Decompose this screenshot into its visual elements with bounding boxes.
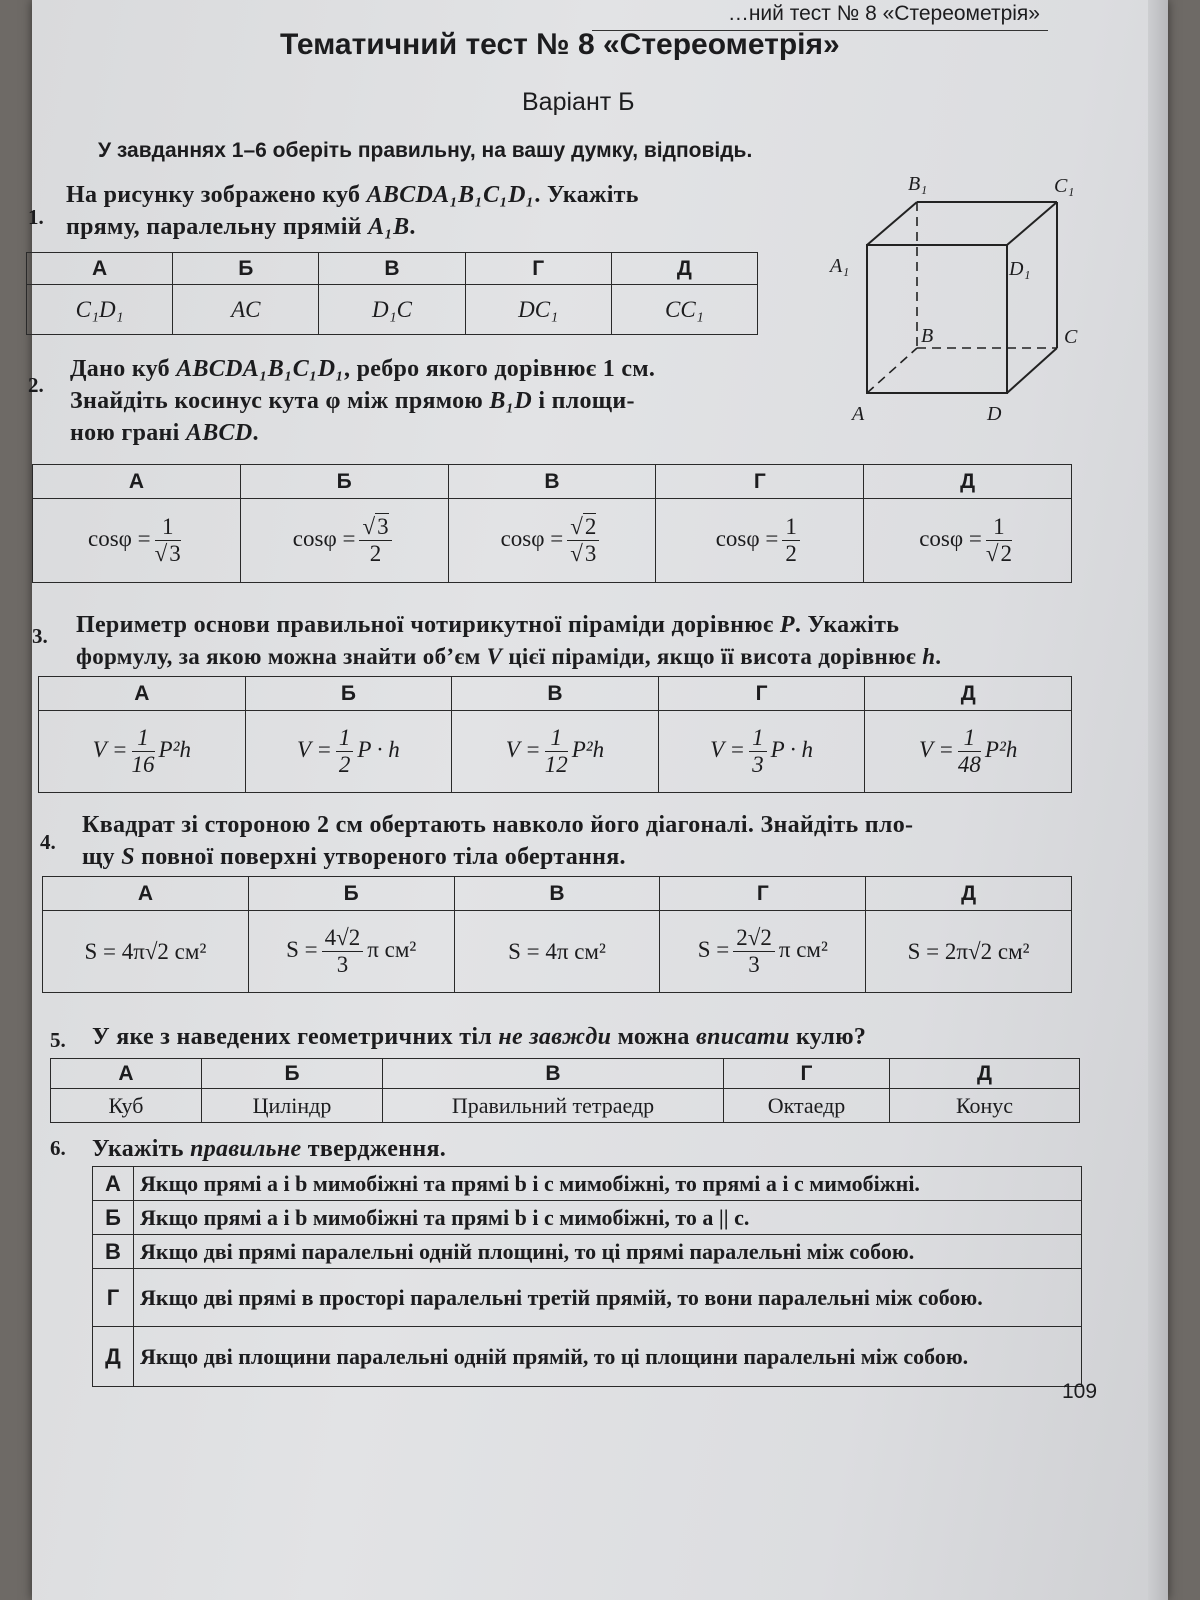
cube-hidden-ab <box>867 348 917 393</box>
label-c: C <box>1064 326 1078 348</box>
q1-answer-table <box>26 252 758 335</box>
q1-option: D₁C <box>319 285 465 335</box>
q3-letter: Б <box>245 677 452 711</box>
q6-letter: А <box>93 1167 134 1201</box>
q6-answer-table <box>92 1166 1082 1387</box>
q2-letter: Д <box>864 465 1072 499</box>
cube-edge-d1c1 <box>1007 202 1057 245</box>
textbook-page <box>28 0 1168 1600</box>
q5-option: Конус <box>890 1089 1080 1123</box>
q4-line2: щу S повної поверхні утвореного тіла обертання. <box>82 844 626 870</box>
q2-line1: Дано куб ABCDA₁B₁C₁D₁, ребро якого дорівнює 1 см. <box>70 356 656 382</box>
variant-label: Варіант Б <box>522 88 635 116</box>
q5-line: У яке з наведених геометричних тіл не завжди можна вписати кулю? <box>92 1024 867 1050</box>
q3-answer-table <box>38 676 1072 793</box>
label-a1: A₁ <box>830 255 850 277</box>
q4-option: S = 4π см² <box>454 911 660 993</box>
q1-letter: Г <box>465 253 611 285</box>
q4-letter: А <box>43 877 249 911</box>
q5-letter: Б <box>202 1059 383 1089</box>
cube-front-face <box>867 245 1007 393</box>
q4-line1: Квадрат зі стороною 2 см обертають навколо його діагоналі. Знайдіть пло- <box>82 812 914 838</box>
q3-line2: формулу, за якою можна знайти об’єм V цієї піраміди, якщо її висота дорівнює h. <box>76 644 942 669</box>
q3-line1: Периметр основи правильної чотирикутної піраміди дорівнює P. Укажіть <box>76 612 900 638</box>
q6-option: Якщо дві прямі в просторі паралельні третій прямій, то вони паралельні між собою. <box>134 1269 1082 1327</box>
q4-option: S = 4π√2 см² <box>43 911 249 993</box>
instruction: У завданнях 1–6 оберіть правильну, на вашу думку, відповідь. <box>98 139 753 162</box>
q5-answer-table <box>50 1058 1080 1123</box>
q5-letter: В <box>383 1059 724 1089</box>
label-b1: B₁ <box>908 173 928 195</box>
label-b: B <box>921 325 934 347</box>
label-d1: D₁ <box>1009 258 1031 280</box>
q6-option: Якщо прямі a і b мимобіжні та прямі b і c мимобіжні, то a || c. <box>134 1201 1082 1235</box>
q2-letter: Г <box>656 465 864 499</box>
q1-letter: Д <box>611 253 757 285</box>
q4-answer-table <box>42 876 1072 993</box>
q5-letter: Д <box>890 1059 1080 1089</box>
cube-edge-a1b1 <box>867 202 917 245</box>
label-d: D <box>987 403 1002 425</box>
q1-option: C₁D₁ <box>27 285 173 335</box>
q1-line1: На рисунку зображено куб ABCDA₁B₁C₁D₁. Укажіть <box>66 182 639 208</box>
q2-option: cosφ = $\frac{√2}{√3}$ <box>448 499 656 583</box>
q1-letter: А <box>27 253 173 285</box>
q5-option: Октаедр <box>724 1089 890 1123</box>
q1-option: DC₁ <box>465 285 611 335</box>
q4-option: S = 2π√2 см² <box>866 911 1072 993</box>
q6-option: Якщо прямі a і b мимобіжні та прямі b і c мимобіжні, то прямі a і c мимобіжні. <box>134 1167 1082 1201</box>
q3-option: V = $\frac{1}{16}$ P²h <box>39 711 246 793</box>
label-c1: C₁ <box>1054 175 1075 197</box>
page-number: 109 <box>1062 1380 1098 1403</box>
q6-option: Якщо дві прямі паралельні одній площині, то ці прямі паралельні між собою. <box>134 1235 1082 1269</box>
label-a: A <box>852 403 865 425</box>
q2-option: cosφ = $\frac{1}{√3}$ <box>33 499 241 583</box>
q6-number: 6. <box>50 1136 66 1160</box>
q2-line3: ною грані ABCD. <box>70 420 259 446</box>
q6-letter: В <box>93 1235 134 1269</box>
q1-option: CC₁ <box>611 285 757 335</box>
q3-option: V = $\frac{1}{48}$ P²h <box>865 711 1072 793</box>
q6-option: Якщо дві площини паралельні одній прямій, то ці площини паралельні між собою. <box>134 1327 1082 1387</box>
q5-letter: Г <box>724 1059 890 1089</box>
q2-option: cosφ = $\frac{√3}{2}$ <box>240 499 448 583</box>
q5-option: Циліндр <box>202 1089 383 1123</box>
q6-line: Укажіть правильне твердження. <box>92 1136 447 1162</box>
q5-number: 5. <box>50 1028 66 1052</box>
q3-letter: Д <box>865 677 1072 711</box>
q3-letter: А <box>39 677 246 711</box>
q6-letter: Г <box>93 1269 134 1327</box>
q3-option: V = $\frac{1}{2}$ P · h <box>245 711 452 793</box>
q4-option: S = $\frac{2√2}{3}$ π см² <box>660 911 866 993</box>
q3-option: V = $\frac{1}{12}$ P²h <box>452 711 659 793</box>
q2-letter: В <box>448 465 656 499</box>
cube-edge-dc <box>1007 348 1057 393</box>
q4-option: S = $\frac{4√2}{3}$ π см² <box>248 911 454 993</box>
q1-line2: пряму, паралельну прямій A₁B. <box>66 214 416 240</box>
q2-letter: Б <box>240 465 448 499</box>
cube-figure <box>812 165 1112 450</box>
q5-option: Правильний тетраедр <box>383 1089 724 1123</box>
q4-letter: Д <box>866 877 1072 911</box>
q4-letter: Б <box>248 877 454 911</box>
q6-letter: Д <box>93 1327 134 1387</box>
q3-letter: Г <box>658 677 865 711</box>
page-title: Тематичний тест № 8 «Стереометрія» <box>280 28 840 61</box>
q5-option: Куб <box>51 1089 202 1123</box>
q1-letter: В <box>319 253 465 285</box>
q6-letter: Б <box>93 1201 134 1235</box>
q1-letter: Б <box>173 253 319 285</box>
q3-option: V = $\frac{1}{3}$ P · h <box>658 711 865 793</box>
q2-letter: А <box>33 465 241 499</box>
page-edge <box>1148 0 1168 1600</box>
q4-number: 4. <box>40 830 56 854</box>
q4-letter: В <box>454 877 660 911</box>
q2-line2: Знайдіть косинус кута φ між прямою B₁D і площи- <box>70 388 635 414</box>
q2-option: cosφ = $\frac{1}{2}$ <box>656 499 864 583</box>
q1-option: AC <box>173 285 319 335</box>
q2-option: cosφ = $\frac{1}{√2}$ <box>864 499 1072 583</box>
q3-number: 3. <box>32 624 48 648</box>
q3-letter: В <box>452 677 659 711</box>
q5-letter: А <box>51 1059 202 1089</box>
q4-letter: Г <box>660 877 866 911</box>
running-header: …ний тест № 8 «Стереометрія» <box>727 2 1040 25</box>
q2-number: 2. <box>28 373 44 397</box>
q2-answer-table <box>32 464 1072 583</box>
q1-number: 1. <box>28 205 44 229</box>
